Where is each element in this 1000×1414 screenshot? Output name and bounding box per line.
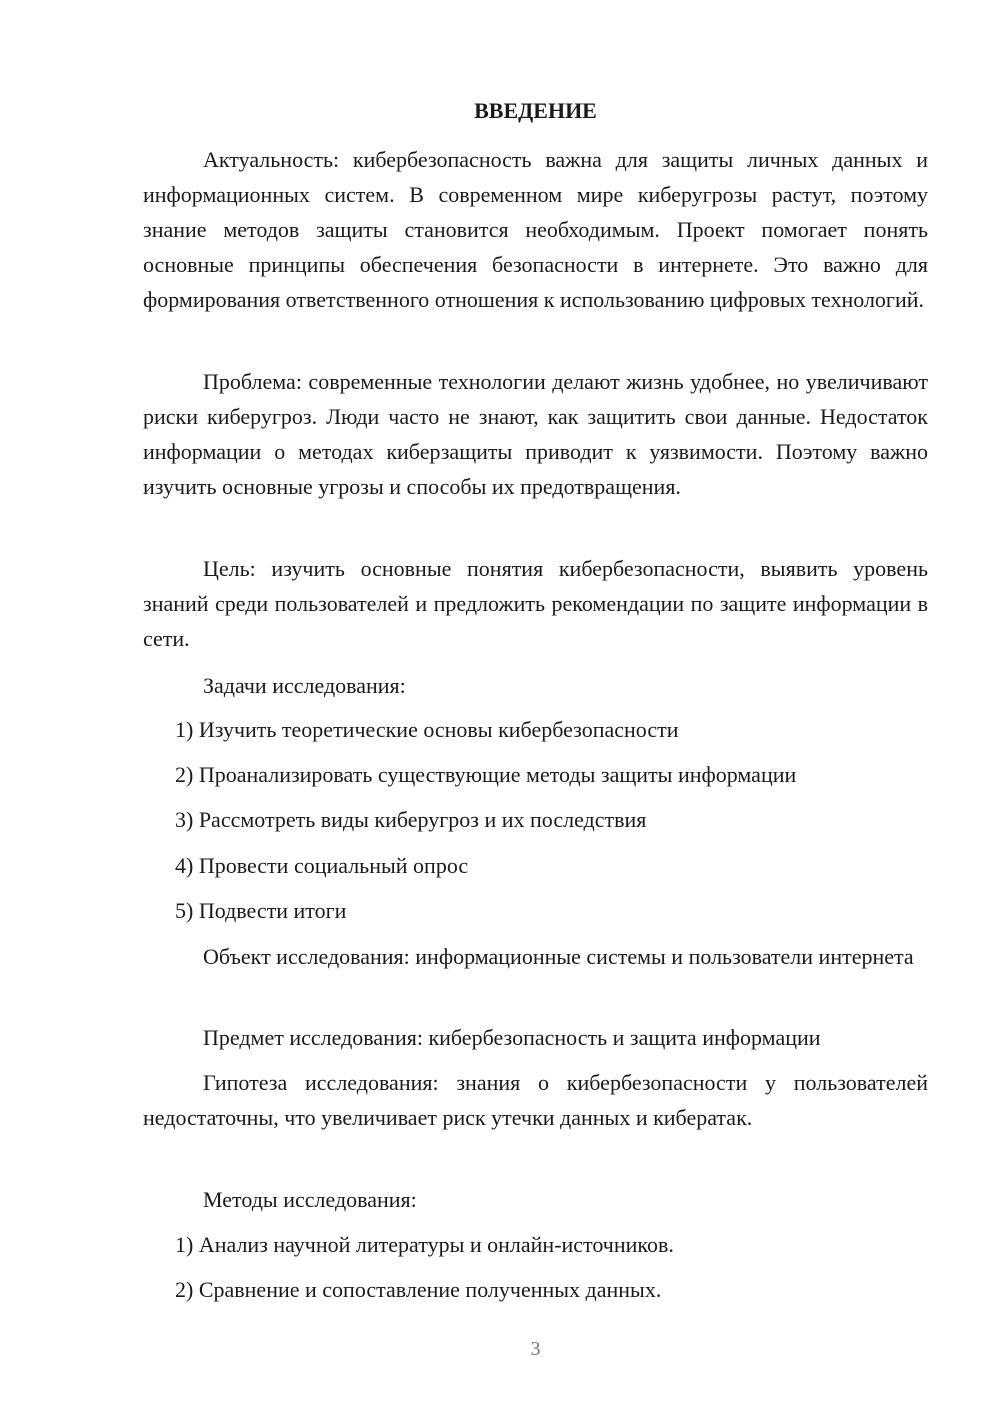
list-item: 2) Проанализировать существующие методы защиты информации (175, 762, 797, 787)
goal-paragraph: Цель: изучить основные понятия кибербезопасности, выявить уровень знаний среди пользователей и предложить рекомендации по защите информации в сети. (143, 556, 928, 651)
list-item: 5) Подвести итоги (175, 898, 347, 923)
hypothesis-paragraph: Гипотеза исследования: знания о кибербезопасности у пользователей недостаточны, что увеличивает риск утечки данных и кибератак. (143, 1070, 928, 1130)
document-page (143, 0, 928, 1414)
object-paragraph: Объект исследования: информационные системы и пользователи интернета (203, 944, 914, 969)
methods-heading: Методы исследования: (203, 1187, 417, 1212)
problem-paragraph: Проблема: современные технологии делают жизнь удобнее, но увеличивают риски киберугроз. Люди часто не знают, как защитить свои данные. Недостаток информации о методах киберзащиты приводит к уязвимости. Поэтому важно изучить основные угрозы и способы их предотвращения. (143, 369, 928, 499)
subject-paragraph: Предмет исследования: кибербезопасность и защита информации (203, 1025, 821, 1050)
page-number: 3 (530, 1338, 541, 1360)
relevance-paragraph: Актуальность: кибербезопасность важна для защиты личных данных и информационных систем. В современном мире киберугрозы растут, поэтому знание методов защиты становится необходимым. Проект помогает понять основные принципы обеспечения безопасности в интернете. Это важно для формирования ответственного отношения к использованию цифровых технологий. (143, 147, 928, 312)
tasks-heading: Задачи исследования: (203, 673, 406, 698)
section-heading: ВВЕДЕНИЕ (474, 98, 597, 123)
list-item: 3) Рассмотреть виды киберугроз и их последствия (175, 807, 647, 832)
list-item: 4) Провести социальный опрос (175, 853, 469, 878)
list-item: 2) Сравнение и сопоставление полученных данных. (175, 1277, 662, 1302)
list-item: 1) Изучить теоретические основы кибербезопасности (175, 717, 679, 742)
list-item: 1) Анализ научной литературы и онлайн-источников. (175, 1232, 674, 1257)
